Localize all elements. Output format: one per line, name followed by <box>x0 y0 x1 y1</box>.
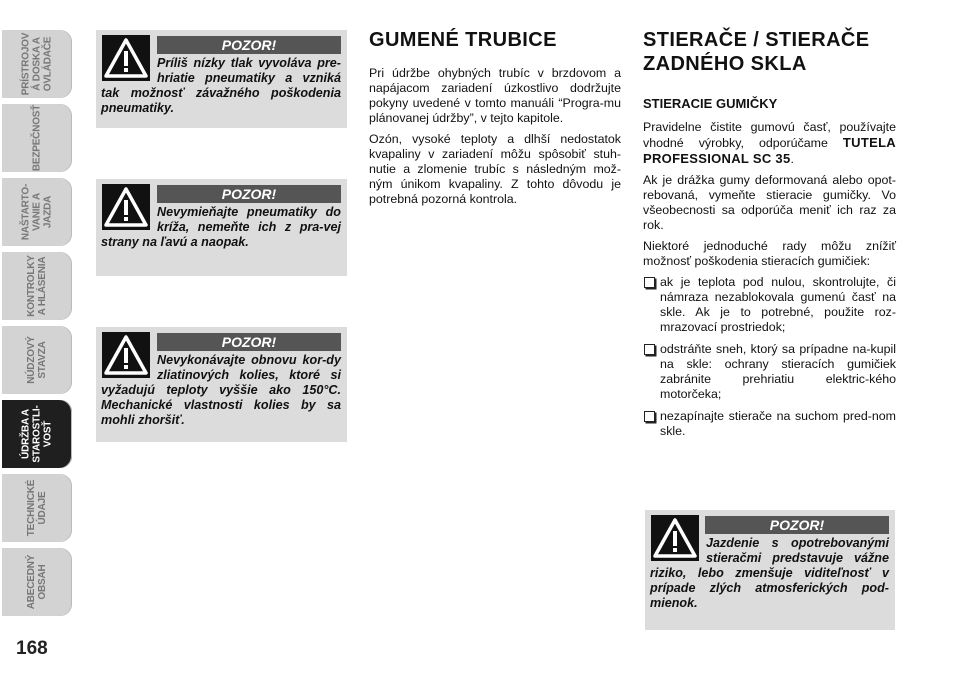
warning-header: POZOR! <box>157 333 341 351</box>
tab-label: ABECEDNÝ OBSAH <box>26 554 48 610</box>
warning-text: Nevymieňajte pneumatiky do kríža, nemeňte ich z pra-vej strany na ľavú a naopak. <box>101 205 341 249</box>
list-item-text: odstráňte sneh, ktorý sa prípadne na-kupil na skle: ochrany stieracích gumičiek zabránite prehriatiu elektric-kého motorčeka; <box>660 342 896 401</box>
section-heading: GUMENÉ TRUBICE <box>369 29 557 51</box>
list-item <box>643 275 896 335</box>
product-name: TUTELA PROFESSIONAL SC 35 <box>643 135 896 166</box>
tab-label: KONTROLKY A HLÁSENIA <box>26 255 48 317</box>
paragraph <box>643 120 896 167</box>
paragraph-text: Pravidelne čistite gumovú časť, používajte vhodné výrobky, odporúčame <box>643 120 896 150</box>
tips-list <box>643 275 896 439</box>
paragraph-end: . <box>790 152 794 166</box>
list-item <box>643 409 896 439</box>
tab-bezpecnost[interactable] <box>2 104 72 172</box>
list-item-text: nezapínajte stierače na suchom pred-nom skle. <box>660 409 896 438</box>
tab-pristrojova-doska[interactable] <box>2 30 72 98</box>
tab-label: BEZPEČNOSŤ <box>31 104 43 172</box>
tab-label: PRÍSTROJOV Á DOSKA A OVLÁDAČE <box>20 32 54 96</box>
warning-text: Jazdenie s opotrebovanými stieračmi predstavuje vážne riziko, lebo zmenšuje viditeľnosť v prípade zlých atmosferických pod-mienok. <box>650 536 889 610</box>
heading-line-2: ZADNÉHO SKLA <box>643 53 807 75</box>
list-item-text: ak je teplota pod nulou, skontrolujte, či námraza nezablokovala gumenú časť na skle. Ak je to potrebné, použite roz-mrazovací prostriedok; <box>660 275 896 334</box>
tab-nastartovanie[interactable] <box>2 178 72 246</box>
checkbox-bullet-icon <box>644 411 655 422</box>
warning-header: POZOR! <box>157 185 341 203</box>
warning-box <box>96 179 347 276</box>
checkbox-bullet-icon <box>644 344 655 355</box>
tab-label: NÚDZOVÝ STAVZA <box>26 336 48 384</box>
tab-abecedny-obsah[interactable] <box>2 548 72 616</box>
warning-box <box>96 30 347 128</box>
tab-label: NAŠTARTO- VANIE A JAZDA <box>20 183 54 241</box>
warning-header: POZOR! <box>705 516 889 534</box>
tab-kontrolky[interactable] <box>2 252 72 320</box>
heading-line-1: STIERAČE / STIERAČE <box>643 29 870 51</box>
warning-text: Nevykonávajte obnovu kor-dy zliatinových kolies, ktoré si vyžadujú teploty vyššie ako 150°C. Mechanické vlastnosti kolies by sa mohli zhoršiť. <box>101 353 341 427</box>
paragraph: Niektoré jednoduché rady môžu znížiť možnosť poškodenia stieracích gumičiek: <box>643 239 896 268</box>
subheading: STIERACIE GUMIČKY <box>643 96 778 111</box>
list-item <box>643 342 896 402</box>
warning-box <box>645 510 895 630</box>
warning-text: Príliš nízky tlak vyvoláva pre-hriatie pneumatiky a vzniká tak možnosť závažného poškodenia pneumatiky. <box>101 56 341 115</box>
tab-nudzovy-stav[interactable] <box>2 326 72 394</box>
right-column <box>643 28 896 446</box>
tab-udrzba[interactable] <box>2 400 72 468</box>
section-heading <box>643 28 896 76</box>
page-number: 168 <box>16 638 48 659</box>
paragraph: Ozón, vysoké teploty a dlhší nedostatok kvapaliny v zariadení môžu spôsobiť stuh-nutie a zlomenie trubíc s následným mož-ným únikom kvapaliny. Z tohto dôvodu je potrebná pozorná kontrola. <box>369 132 621 206</box>
warning-header: POZOR! <box>157 36 341 54</box>
warning-box <box>96 327 347 442</box>
checkbox-bullet-icon <box>644 277 655 288</box>
paragraph: Ak je drážka gumy deformovaná alebo opot-rebovaná, vymeňte stieracie gumičky. Vo všeobecnosti sa odporúča meniť ich raz za rok. <box>643 173 896 232</box>
tab-technicke-udaje[interactable] <box>2 474 72 542</box>
paragraph: Pri údržbe ohybných trubíc v brzdovom a napájacom zariadení úzkostlivo dodržujte pokyny uvedené v tomto manuáli “Progra-mu plánovanej údržby”, v tejto kapitole. <box>369 66 621 125</box>
tab-label: TECHNICKÉ ÚDAJE <box>26 479 48 537</box>
middle-column <box>369 28 621 213</box>
tab-label: ÚDRŽBA A STAROSTLI- VOSŤ <box>20 405 54 463</box>
